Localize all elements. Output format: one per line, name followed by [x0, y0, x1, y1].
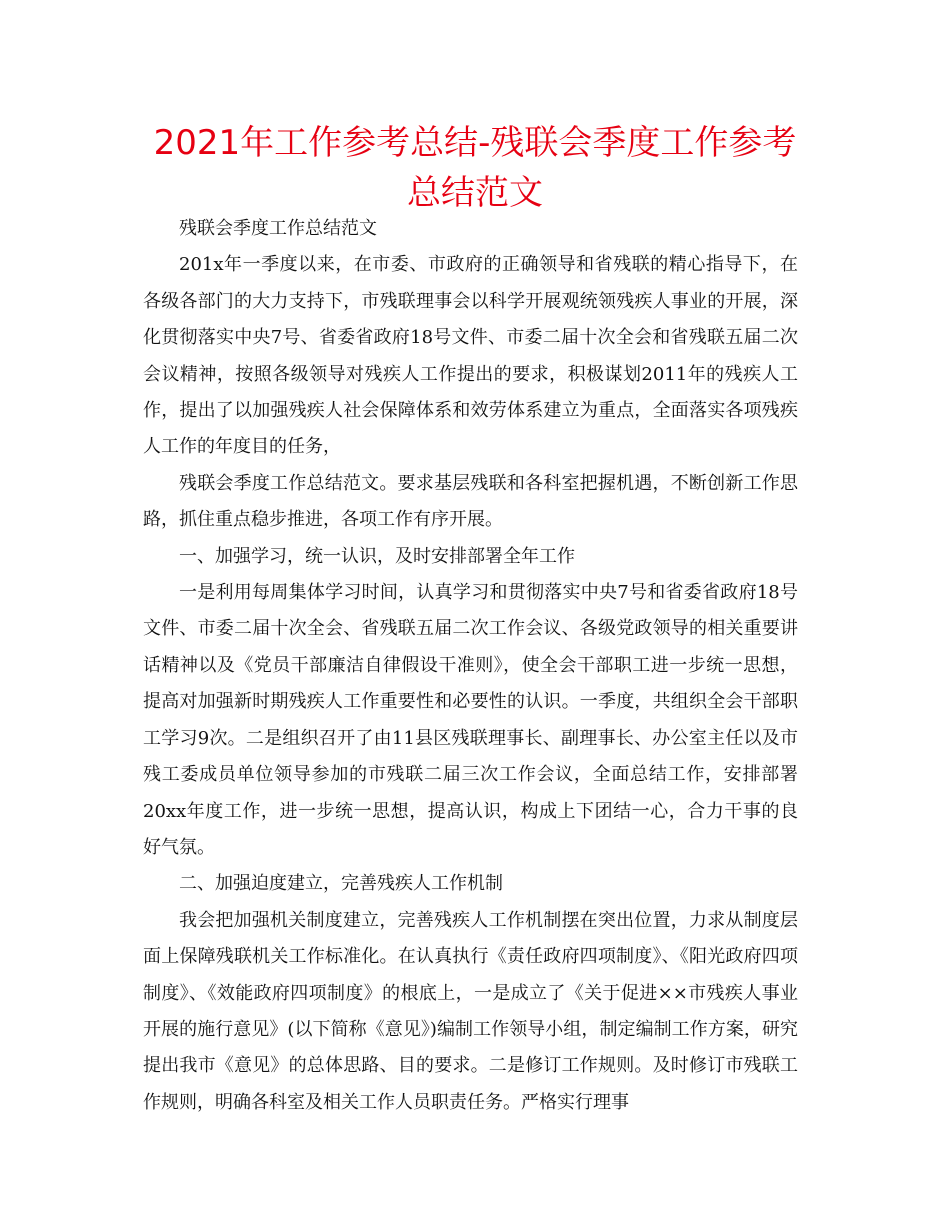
paragraph-subtitle: 残联会季度工作总结范文: [179, 218, 377, 239]
paragraph: 我会把加强机关制度建立，完善残疾人工作机制摆在突出位置，力求从制度层面上保障残联机关工作标准化。在认真执行《责任政府四项制度》、《阳光政府四项制度》、《效能政府四项制度》的根底上，一是成立了《关于促进××市残疾人事业开展的施行意见》(以下简称《意见》)编制工作领导小组，制定编制工作方案，研究提出我市《意见》的总体思路、目的要求。二是修订工作规则。及时修订市残联工作规则，明确各科室及相关工作人员职责任务。严格实行理事: [143, 909, 798, 1113]
section-heading-2: 二、加强迫度建立，完善残疾人工作机制: [179, 873, 503, 895]
paragraph: 一是利用每周集体学习时间，认真学习和贯彻落实中央7号和省委省政府18号文件、市委二届十次全会、省残联五届二次工作会议、各级党政领导的相关重要讲话精神以及《党员干部廉洁自律假设干准则》，使全会干部职工进一步统一思想，提高对加强新时期残疾人工作重要性和必要性的认识。一季度，共组织全会干部职工学习9次。二是组织召开了由11县区残联理事长、副理事长、办公室主任以及市残工委成员单位领导参加的市残联二届三次工作会议，全面总结工作，安排部署20xx年度工作，进一步统一思想，提高认识，构成上下团结一心，合力干事的良好气氛。: [143, 582, 798, 858]
paragraph: 201x年一季度以来，在市委、市政府的正确领导和省残联的精心指导下，在各级各部门的大力支持下，市残联理事会以科学开展观统领残疾人事业的开展，深化贯彻落实中央7号、省委省政府18号文件、市委二届十次全会和省残联五届二次会议精神，按照各级领导对残疾人工作提出的要求，积极谋划2011年的残疾人工作，提出了以加强残疾人社会保障体系和效劳体系建立为重点，全面落实各项残疾人工作的年度目的任务，: [143, 254, 798, 458]
document-body: [143, 211, 798, 1121]
paragraph: 残联会季度工作总结范文。要求基层残联和各科室把握机遇，不断创新工作思路，抓住重点稳步推进，各项工作有序开展。: [143, 472, 798, 531]
section-heading-1: 一、加强学习，统一认识，及时安排部署全年工作: [179, 545, 575, 567]
document-title: 2021年工作参考总结-残联会季度工作参考总结范文: [153, 123, 797, 213]
